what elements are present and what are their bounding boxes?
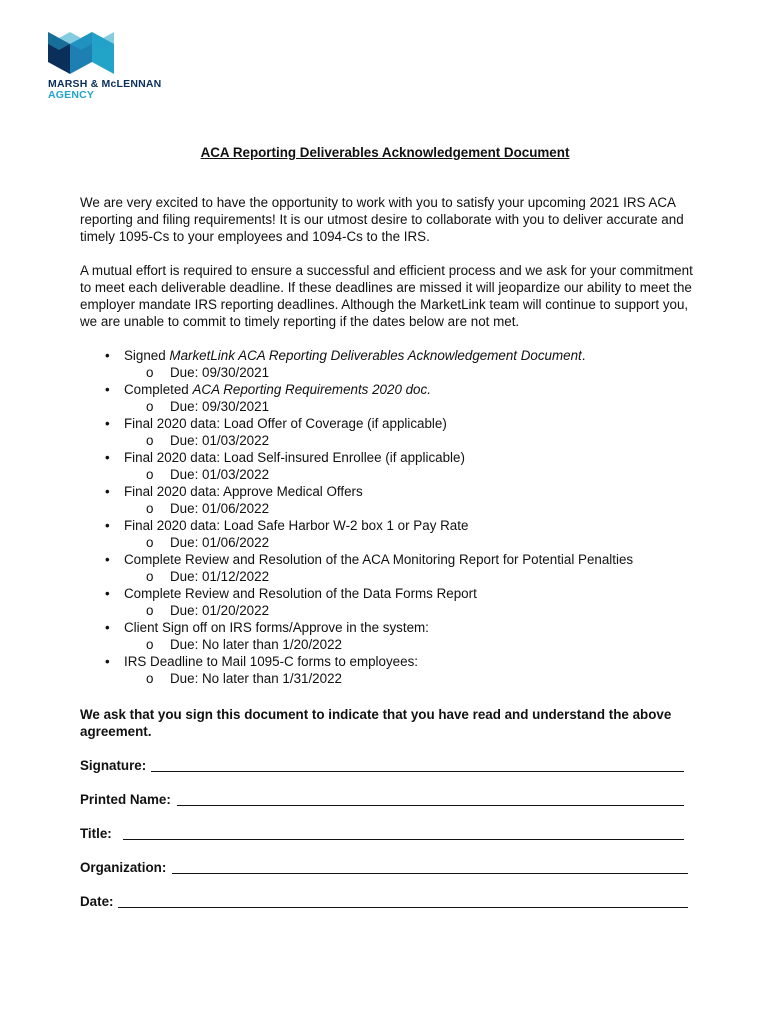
- due-date-text: Due: 09/30/2021: [170, 399, 270, 414]
- company-logo: [48, 32, 178, 101]
- deliverable-list-item: [80, 415, 720, 449]
- sub-bullet-icon: o: [146, 433, 154, 448]
- bullet-icon: •: [105, 450, 110, 465]
- deliverable-label: Complete Review and Resolution of the Data Forms Report: [124, 586, 477, 601]
- bullet-icon: •: [105, 654, 110, 669]
- bullet-icon: •: [105, 586, 110, 601]
- signature-line[interactable]: [151, 771, 684, 772]
- intro-paragraph: We are very excited to have the opportunity to work with you to satisfy your upcoming 2021 IRS ACA reporting and filing requirements! It is our utmost desire to collaborate with you to deliver accurate and timely 1095-Cs to your employees and 1094-Cs to the IRS.: [80, 195, 684, 244]
- deliverable-text: [80, 347, 720, 364]
- document-title: ACA Reporting Deliverables Acknowledgement Document: [200, 145, 570, 160]
- deliverable-label: IRS Deadline to Mail 1095-C forms to employees:: [124, 654, 418, 669]
- signature-field[interactable]: [80, 757, 690, 775]
- due-date-text: Due: 09/30/2021: [170, 365, 270, 380]
- sub-bullet-icon: o: [146, 365, 154, 380]
- date-line[interactable]: [118, 907, 688, 908]
- sub-bullet-icon: o: [146, 467, 154, 482]
- bullet-icon: •: [105, 382, 110, 397]
- deliverable-label: Client Sign off on IRS forms/Approve in the system:: [124, 620, 429, 635]
- deliverable-label: Final 2020 data: Load Offer of Coverage (if applicable): [124, 416, 447, 431]
- due-date-text: Due: 01/20/2022: [170, 603, 270, 618]
- deliverable-due-date: [80, 568, 720, 585]
- deliverable-label: Final 2020 data: Approve Medical Offers: [124, 484, 363, 499]
- sub-bullet-icon: o: [146, 501, 154, 516]
- due-date-text: Due: 01/06/2022: [170, 501, 270, 516]
- title-label: Title:: [80, 826, 112, 841]
- organization-line[interactable]: [172, 873, 688, 874]
- printed-name-label: Printed Name:: [80, 792, 171, 807]
- deliverable-list-item: [80, 585, 720, 619]
- logo-line1: MARSH & McLENNAN: [48, 78, 162, 90]
- sub-bullet-icon: o: [146, 671, 154, 686]
- sub-bullet-icon: o: [146, 603, 154, 618]
- organization-field[interactable]: [80, 859, 690, 877]
- deliverable-document-name: MarketLink ACA Reporting Deliverables Acknowledgement Document: [169, 348, 582, 363]
- deliverable-list-item: [80, 381, 720, 415]
- deliverable-label: Final 2020 data: Load Self-insured Enrollee (if applicable): [124, 450, 465, 465]
- deliverable-text: [80, 653, 720, 670]
- sub-bullet-icon: o: [146, 569, 154, 584]
- deliverable-due-date: [80, 500, 720, 517]
- deliverable-list-item: [80, 347, 720, 381]
- deliverable-list-item: [80, 619, 720, 653]
- title-field[interactable]: [80, 825, 690, 843]
- due-date-text: Due: No later than 1/31/2022: [170, 671, 342, 686]
- deliverable-list-item: [80, 483, 720, 517]
- date-field[interactable]: [80, 893, 690, 911]
- signature-label: Signature:: [80, 758, 147, 773]
- title-line[interactable]: [123, 839, 684, 840]
- sub-bullet-icon: o: [146, 637, 154, 652]
- deliverable-due-date: [80, 636, 720, 653]
- deliverable-list-item: [80, 551, 720, 585]
- date-label: Date:: [80, 894, 114, 909]
- deliverable-text: [80, 585, 720, 602]
- deliverable-due-date: [80, 602, 720, 619]
- deliverable-due-date: [80, 398, 720, 415]
- deliverable-due-date: [80, 534, 720, 551]
- sub-bullet-icon: o: [146, 399, 154, 414]
- acknowledgement-statement: We ask that you sign this document to indicate that you have read and understand the above agreement.: [80, 707, 672, 739]
- logo-line2: AGENCY: [48, 89, 95, 101]
- deliverable-text: [80, 449, 720, 466]
- organization-label: Organization:: [80, 860, 167, 875]
- deliverable-label: Complete Review and Resolution of the ACA Monitoring Report for Potential Penalties: [124, 552, 634, 567]
- bullet-icon: •: [105, 416, 110, 431]
- deliverable-list-item: [80, 653, 720, 687]
- printed-name-line[interactable]: [177, 805, 684, 806]
- deliverable-due-date: [80, 364, 720, 381]
- deliverable-due-date: [80, 432, 720, 449]
- deliverable-label: Signed: [124, 348, 170, 363]
- deliverable-list-item: [80, 449, 720, 483]
- deliverable-list-item: [80, 517, 720, 551]
- deliverable-suffix: .: [581, 348, 586, 363]
- bullet-icon: •: [105, 620, 110, 635]
- printed-name-field[interactable]: [80, 791, 690, 809]
- deliverable-text: [80, 415, 720, 432]
- due-date-text: Due: No later than 1/20/2022: [170, 637, 342, 652]
- deliverable-due-date: [80, 466, 720, 483]
- deliverable-document-name: ACA Reporting Requirements 2020 doc.: [192, 382, 431, 397]
- marsh-mclennan-logo-mark-icon: [48, 32, 114, 74]
- deliverable-label: Final 2020 data: Load Safe Harbor W-2 box 1 or Pay Rate: [124, 518, 469, 533]
- commitment-paragraph: A mutual effort is required to ensure a successful and efficient process and we ask for your commitment to meet each deliverable deadline. If these deadlines are missed it will jeopardize our ability to meet the employer mandate IRS reporting deadlines. Although the MarketLink team will continue to support you, we are unable to commit to timely reporting if the dates below are not met.: [80, 263, 693, 329]
- deliverable-text: [80, 517, 720, 534]
- bullet-icon: •: [105, 348, 110, 363]
- deliverable-due-date: [80, 670, 720, 687]
- bullet-icon: •: [105, 518, 110, 533]
- bullet-icon: •: [105, 484, 110, 499]
- deliverables-list: [80, 347, 720, 687]
- deliverable-text: [80, 551, 720, 568]
- deliverable-text: [80, 483, 720, 500]
- due-date-text: Due: 01/06/2022: [170, 535, 270, 550]
- bullet-icon: •: [105, 552, 110, 567]
- due-date-text: Due: 01/12/2022: [170, 569, 270, 584]
- sub-bullet-icon: o: [146, 535, 154, 550]
- due-date-text: Due: 01/03/2022: [170, 467, 270, 482]
- deliverable-text: [80, 381, 720, 398]
- deliverable-text: [80, 619, 720, 636]
- deliverable-label: Completed: [124, 382, 193, 397]
- due-date-text: Due: 01/03/2022: [170, 433, 270, 448]
